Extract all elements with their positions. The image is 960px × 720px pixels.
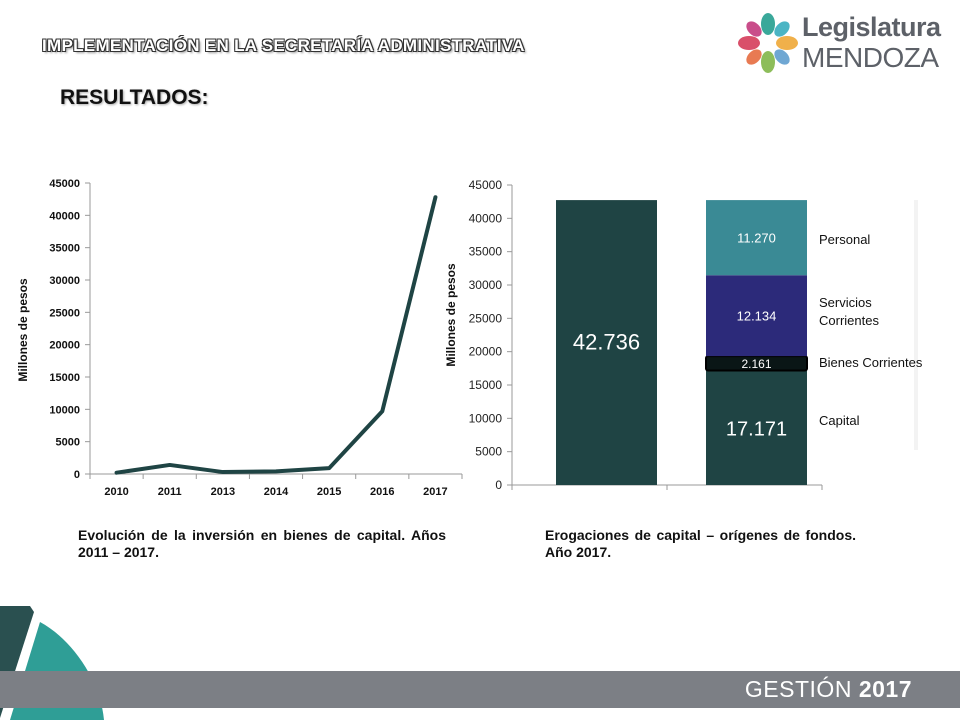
bar-total-label: 42.736: [572, 329, 641, 355]
line-chart-y-tick-label: 25000: [49, 307, 80, 320]
line-chart-y-tick-label: 40000: [49, 210, 80, 223]
bar-chart-y-tick-label: 25000: [468, 311, 502, 326]
bar-chart-caption: Erogaciones de capital – orígenes de fondos. Año 2017.: [545, 527, 856, 560]
line-chart-data-point: [381, 410, 384, 413]
bar-chart: [430, 170, 950, 500]
footer-word: GESTIÓN: [744, 676, 852, 702]
logo-text-bottom: MENDOZA: [802, 42, 939, 73]
bar-chart-y-tick-label: 5000: [475, 444, 502, 459]
bar-segment-label: 2.161: [741, 356, 772, 371]
line-chart-y-tick-label: 30000: [49, 275, 80, 287]
bar-chart-y-tick-label: 45000: [468, 178, 502, 192]
bar-segment-label: 12.134: [736, 308, 777, 324]
line-chart-y-tick-label: 20000: [49, 339, 80, 352]
legend-divider: [914, 200, 918, 450]
bar-chart-y-tick-label: 15000: [468, 378, 502, 392]
bar-chart-y-tick-label: 35000: [468, 244, 502, 259]
logo-flower-icon: [736, 10, 800, 76]
results-heading: RESULTADOS:: [60, 86, 209, 109]
footer-label: [745, 676, 912, 703]
line-chart-series-line: [117, 197, 436, 472]
bar-chart-y-tick-label: 40000: [468, 211, 502, 226]
line-chart-data-point: [221, 471, 224, 474]
bar-segment-label: 11.270: [737, 230, 776, 246]
line-chart-y-tick-label: 45000: [49, 178, 80, 190]
bar-chart-y-tick-label: 10000: [468, 411, 502, 426]
bar-chart-y-axis-label: Millones de pesos: [444, 263, 458, 367]
line-chart-y-tick-label: 35000: [49, 242, 80, 255]
footer-year: 2017: [858, 676, 912, 702]
bar-chart-y-tick-label: 20000: [468, 344, 502, 359]
bar-segment-label: 17.171: [725, 418, 788, 441]
line-chart-x-tick-label: 2015: [316, 486, 342, 498]
bar-chart-y-tick-label: 30000: [468, 278, 502, 292]
line-chart-x-tick-label: 2013: [210, 486, 236, 498]
line-chart-data-point: [328, 467, 331, 470]
legend-bienes: Bienes Corrientes: [819, 355, 923, 370]
line-chart-x-tick-label: 2010: [104, 486, 129, 498]
logo: [736, 10, 946, 76]
legend-personal: Personal: [819, 232, 871, 247]
line-chart-y-tick-label: 15000: [49, 372, 80, 384]
line-chart-x-tick-label: 2014: [263, 486, 289, 498]
line-chart-data-point: [115, 471, 118, 474]
legend-servicios-line1: Servicios: [819, 295, 872, 310]
line-chart-x-tick-label: 2016: [370, 486, 395, 498]
logo-text-top: Legislatura: [802, 12, 941, 42]
line-chart-y-tick-label: 5000: [55, 436, 80, 449]
line-chart-y-tick-label: 0: [73, 469, 80, 481]
bar-chart-y-tick-label: 0: [495, 478, 502, 492]
legend-capital: Capital: [819, 413, 860, 428]
line-chart-data-point: [168, 463, 171, 466]
line-chart-data-point: [275, 470, 278, 473]
line-chart-y-tick-label: 10000: [49, 404, 80, 417]
line-chart-caption: Evolución de la inversión en bienes de capital. Años 2011 – 2017.: [78, 527, 446, 560]
line-chart-x-tick-label: 2017: [423, 486, 448, 498]
line-chart-x-tick-label: 2011: [157, 486, 182, 498]
legend-servicios-line2: Corrientes: [819, 313, 879, 328]
page-title: IMPLEMENTACIÓN EN LA SECRETARÍA ADMINISTRATIVA: [42, 36, 525, 55]
line-chart: [0, 170, 470, 510]
line-chart-y-axis-label: Millones de pesos: [16, 278, 30, 382]
